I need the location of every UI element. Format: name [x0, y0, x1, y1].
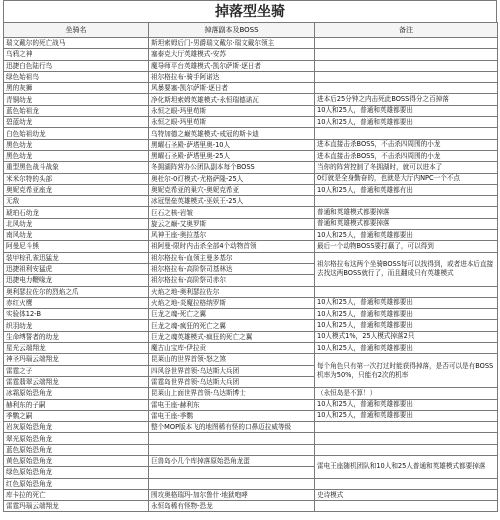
- note-cell: [315, 38, 498, 49]
- table-row: [4, 444, 498, 455]
- mount-name-cell: 红色原始恐角龙: [4, 478, 149, 489]
- note-cell: 进本直接击杀BOSS，不击杀四周围的小龙: [315, 150, 498, 161]
- source-cell: 魔古山宝库-伊拉贡: [149, 343, 315, 354]
- note-cell: 当你的阵营控制了冬拥湖时，就可以进本了: [315, 162, 498, 173]
- source-cell: 祖尔格拉布-高阶祭司基林达: [149, 263, 315, 274]
- note-cell: 最后一个动物BOSS要打赢了，可以得到: [315, 241, 498, 252]
- note-cell: 普通和英雄模式都要掉落: [315, 207, 498, 218]
- mount-name-cell: 织羽幼龙: [4, 320, 149, 331]
- source-cell: 巨石之核-岩皱: [149, 207, 315, 218]
- table-row: [4, 354, 498, 365]
- mount-name-cell: 赤红火鹰: [4, 297, 149, 308]
- source-cell: 塞泰克大厅英雄模式-安苏: [149, 49, 315, 60]
- source-cell: 巨龙之魂-死亡之翼: [149, 309, 315, 320]
- source-cell: 雷电王座-赫利东: [149, 399, 315, 410]
- table-row: [4, 455, 498, 466]
- table-row: [4, 207, 498, 218]
- source-cell: 祖阿曼-限时内击杀全部4个动物首领: [149, 241, 315, 252]
- mount-name-cell: 实验体12-B: [4, 309, 149, 320]
- table-row: [4, 410, 498, 421]
- mount-name-cell: 蓝色始祖龙: [4, 105, 149, 116]
- mount-name-cell: 赫利东的子嗣: [4, 399, 149, 410]
- mount-name-cell: 奥利瑟拉佐尔的烈焰之爪: [4, 286, 149, 297]
- table-row: [4, 105, 498, 116]
- source-cell: 冬拥湖阵营办公团队副本每个BOSS: [149, 162, 315, 173]
- note-cell: 0灯就是全身勤奋的，也就是大厅内NPC一个不点: [315, 173, 498, 184]
- source-cell: 火焰之地-炎魔拉格纳罗斯: [149, 297, 315, 308]
- note-cell: [315, 478, 498, 489]
- note-cell: [315, 433, 498, 444]
- source-cell: 昆莱山的世界首领-怒之煞: [149, 354, 315, 365]
- table-row: [4, 433, 498, 444]
- mount-table: [3, 22, 498, 512]
- source-cell: 冰冠堡垒英雄模式-巫妖王-25人: [149, 196, 315, 207]
- table-row: [4, 83, 498, 94]
- mount-name-cell: 阿曼尼斗熊: [4, 241, 149, 252]
- table-row: [4, 320, 498, 331]
- source-cell: 整个MOP版本飞的地图稀有怪的口鼻迈拉威等级: [149, 422, 315, 433]
- table-row: [4, 399, 498, 410]
- table-row: [4, 241, 498, 252]
- header-mount-name: 坐骑名: [4, 23, 149, 38]
- source-cell: 巨龙之魂英雄模式-疯狂的死亡之翼: [149, 331, 315, 342]
- mount-name-cell: 翠光原始恐角龙: [4, 433, 149, 444]
- table-row: [4, 60, 498, 71]
- mount-name-cell: 黄色原始恐角龙: [4, 455, 149, 466]
- mount-name-cell: 雷霆翡翠云端翔龙: [4, 376, 149, 387]
- table-row: [4, 139, 498, 150]
- mount-name-cell: 绿色始祖鸟: [4, 71, 149, 82]
- mount-name-cell: 米米尔特的头部: [4, 173, 149, 184]
- note-cell: [315, 49, 498, 60]
- source-cell: 永恒岛稀有怪物-恐龙: [149, 501, 315, 512]
- mount-name-cell: 黑的灰狮: [4, 83, 149, 94]
- mount-name-cell: 琥珀石幼龙: [4, 207, 149, 218]
- source-cell: 黑曜石圣殿-萨塔里奥-25人: [149, 150, 315, 161]
- table-row: [4, 286, 498, 297]
- table-row: [4, 49, 498, 60]
- note-cell: 雷电王座随机团队和10人和25人普通和英雄模式都要掉落: [315, 455, 498, 478]
- note-cell: 10人模式1%，25人模式掉落2只: [315, 331, 498, 342]
- source-cell: 祖尔格拉布-骑手阿诺达: [149, 71, 315, 82]
- note-cell: [315, 83, 498, 94]
- source-cell: 净化斯坦索姆英雄模式-永恒瑞德诺瓦: [149, 94, 315, 105]
- note-cell: 10人和25人，普通和英雄都要出: [315, 297, 498, 308]
- table-row: [4, 478, 498, 489]
- note-cell: 10人和25人，普通和英雄都要出: [315, 343, 498, 354]
- note-cell: 进本直接击杀BOSS，不击杀四周围的小龙: [315, 139, 498, 150]
- note-cell: [315, 128, 498, 139]
- source-cell: 斯坦索姆后门-男爵瑞文戴尔·瑞文戴尔领主: [149, 38, 315, 49]
- table-row: [4, 162, 498, 173]
- mount-name-cell: 冰霜原始恐角龙: [4, 388, 149, 399]
- mount-name-cell: 星光云端翔龙: [4, 343, 149, 354]
- source-cell: 四风谷世界首领-乌达斯大兵团: [149, 365, 315, 376]
- note-cell: 进本后25分钟之内击死此BOSS得分之百掉落: [315, 94, 498, 105]
- source-cell: 围攻奥格瑞玛-加尔鲁什·地狱咆哮: [149, 489, 315, 500]
- source-cell: 祖尔格拉布-血领主曼多基尔: [149, 252, 315, 263]
- header-source: 掉落副本及BOSS: [149, 23, 315, 38]
- header-note: 备注: [315, 23, 498, 38]
- table-row: [4, 501, 498, 512]
- note-cell: 10人和25人，普通和英雄都要出: [315, 410, 498, 421]
- source-cell: [149, 467, 315, 478]
- table-row: [4, 38, 498, 49]
- source-cell: 魔导师平台英雄模式-凯尔萨斯·逐日者: [149, 60, 315, 71]
- table-row: [4, 117, 498, 128]
- mount-name-cell: 瑞文戴尔的死亡战马: [4, 38, 149, 49]
- source-cell: 火焰之地-奥利瑟拉佐尔: [149, 286, 315, 297]
- source-cell: 永恒之眼-玛里苟斯: [149, 117, 315, 128]
- table-header-row: [4, 23, 498, 38]
- note-cell: [315, 196, 498, 207]
- table-row: [4, 150, 498, 161]
- mount-name-cell: 蓝色原始恐角龙: [4, 444, 149, 455]
- mount-name-cell: 迅捷白色陆行鸟: [4, 60, 149, 71]
- note-cell: [315, 286, 498, 297]
- table-row: [4, 196, 498, 207]
- source-cell: [149, 444, 315, 455]
- mount-name-cell: 碧蓝幼龙: [4, 117, 149, 128]
- mount-name-cell: 雷霆玛瑙云端翔龙: [4, 501, 149, 512]
- note-cell: 10人和25人，普通和英雄都要出: [315, 309, 498, 320]
- mount-name-cell: 生命缚誓者的幼龙: [4, 331, 149, 342]
- source-cell: 旋云之巅-艾奥罗斯: [149, 218, 315, 229]
- mount-name-cell: 南风幼龙: [4, 230, 149, 241]
- mount-name-cell: 岩灰原始恐角龙: [4, 422, 149, 433]
- note-cell: （永恒岛是不算！）: [315, 388, 498, 399]
- mount-name-cell: 奥妮克希亚座龙: [4, 184, 149, 195]
- source-cell: 奥妮克希亚的巢穴-奥妮克希亚: [149, 184, 315, 195]
- note-cell: 祖尔格拉布这两个坐骑BOSS每可以找得到，或者进本后直接去找这两BOSS就行了，而且翻成只有英雄模式: [315, 252, 498, 286]
- mount-name-cell: 装甲棕孔雀迅猛龙: [4, 252, 149, 263]
- mount-name-cell: 迅捷电力鞭喙龙: [4, 275, 149, 286]
- table-row: [4, 94, 498, 105]
- note-cell: 10人和25人，普通和英雄都要出: [315, 320, 498, 331]
- note-cell: 10人和25人，普通和英雄都要出: [315, 117, 498, 128]
- table-row: [4, 71, 498, 82]
- source-cell: 昆莱山上面世界首领-乌达斯博士: [149, 388, 315, 399]
- note-cell: 10人和25人，普通和英雄都有出: [315, 184, 498, 195]
- table-row: [4, 218, 498, 229]
- note-cell: 10人和25人，普通和英雄都要出: [315, 105, 498, 116]
- source-cell: 祖尔格拉布-高阶祭司赤尔: [149, 275, 315, 286]
- table-row: [4, 489, 498, 500]
- table-row: [4, 230, 498, 241]
- table-row: [4, 388, 498, 399]
- note-cell: 史诗模式: [315, 489, 498, 500]
- mount-name-cell: 雷霆之子: [4, 365, 149, 376]
- note-cell: 每个角色只有第一次打过时能获得掉落，是否可以是有BOSS机率为50%，只能有2次的机率: [315, 354, 498, 388]
- table-row: [4, 331, 498, 342]
- note-cell: [315, 422, 498, 433]
- note-cell: 10人和25人，普通和英雄都要出: [315, 399, 498, 410]
- source-cell: 乌特加德之巅英雄模式-戒冠的斯卡迪: [149, 128, 315, 139]
- mount-name-cell: 重型黑色战斗战象: [4, 162, 149, 173]
- table-row: [4, 252, 498, 263]
- source-cell: 永恒之眼-玛里苟斯: [149, 105, 315, 116]
- source-cell: 奥杜尔-0灯模式-尤格萨隆-25人: [149, 173, 315, 184]
- note-cell: [315, 60, 498, 71]
- mount-name-cell: 黑色幼龙: [4, 139, 149, 150]
- source-cell: 风暴要塞-凯尔萨斯·逐日者: [149, 83, 315, 94]
- note-cell: [315, 501, 498, 512]
- mount-name-cell: 白色始祖幼龙: [4, 128, 149, 139]
- source-cell: 黑曜石圣殿-萨塔里奥-10人: [149, 139, 315, 150]
- source-cell: [149, 433, 315, 444]
- source-cell: 雷电王座-季鹦: [149, 410, 315, 421]
- page-title: 掉落型坐骑: [3, 0, 497, 22]
- mount-name-cell: 迅捷祖利安猛虎: [4, 263, 149, 274]
- mount-name-cell: 青铜幼龙: [4, 94, 149, 105]
- mount-name-cell: 黑色幼龙: [4, 150, 149, 161]
- note-cell: 10人和25人，普通和英雄都要出: [315, 230, 498, 241]
- mount-name-cell: 乌鸦之神: [4, 49, 149, 60]
- source-cell: 巨龙之魂-疯狂的死亡之翼: [149, 320, 315, 331]
- table-row: [4, 309, 498, 320]
- source-cell: [149, 478, 315, 489]
- source-cell: 风神王座-奥拉基尔: [149, 230, 315, 241]
- mount-name-cell: 神圣玛瑙云端翔龙: [4, 354, 149, 365]
- mount-name-cell: 北风幼龙: [4, 218, 149, 229]
- note-cell: [315, 71, 498, 82]
- mount-name-cell: 季鹦之嗣: [4, 410, 149, 421]
- table-body: [4, 38, 498, 512]
- source-cell: 雷霆岛世界首领-乌达斯大兵团: [149, 376, 315, 387]
- note-cell: 普通和英雄模式都要掉落: [315, 218, 498, 229]
- table-row: [4, 128, 498, 139]
- note-cell: [315, 444, 498, 455]
- table-row: [4, 184, 498, 195]
- mount-name-cell: 绿色原始恐角龙: [4, 467, 149, 478]
- source-cell: 巨兽岛小几个库掉落原始恐角龙蛋: [149, 455, 315, 466]
- table-row: [4, 297, 498, 308]
- mount-name-cell: 库卡拉的死亡: [4, 489, 149, 500]
- table-row: [4, 173, 498, 184]
- table-row: [4, 343, 498, 354]
- mount-name-cell: 无敌: [4, 196, 149, 207]
- table-row: [4, 422, 498, 433]
